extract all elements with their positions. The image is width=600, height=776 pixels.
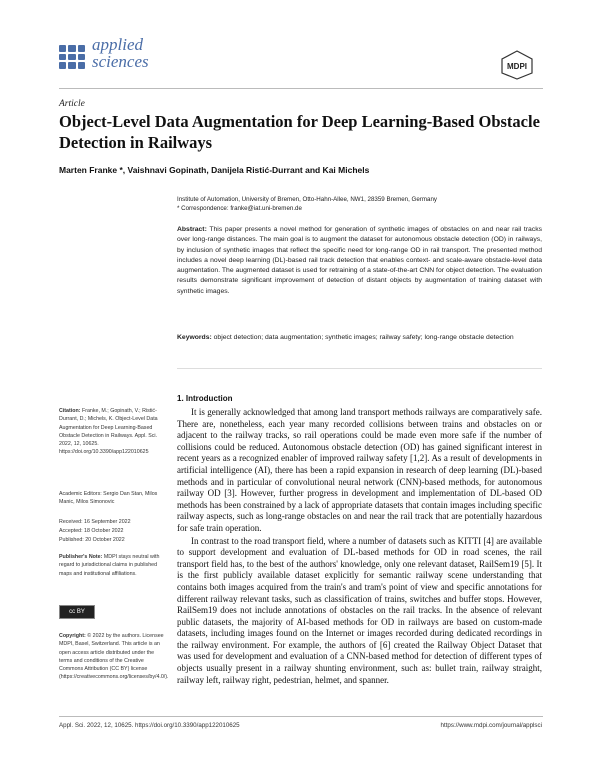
cc-by-license-badge[interactable] bbox=[59, 605, 95, 619]
publishers-note bbox=[59, 553, 167, 578]
date-received: Received: 16 September 2022 bbox=[59, 519, 131, 525]
date-published: Published: 20 October 2022 bbox=[59, 537, 125, 543]
body-text bbox=[177, 407, 542, 686]
journal-name-line2: sciences bbox=[92, 52, 149, 71]
footer-divider bbox=[59, 716, 543, 717]
author-list: Marten Franke *, Vaishnavi Gopinath, Danijela Ristić-Durrant and Kai Michels bbox=[59, 165, 370, 175]
cc-badge-label: cc BY bbox=[69, 609, 85, 615]
header-divider bbox=[59, 88, 543, 89]
publisher-name: MDPI bbox=[507, 62, 527, 71]
keywords bbox=[177, 333, 542, 343]
academic-editors: Academic Editors: Sergio Dan Stan, Milos Manic, Milos Simonovic bbox=[59, 491, 158, 506]
publishers-note-text: MDPI stays neutral with regard to jurisdictional claims in published maps and institutional affiliations. bbox=[59, 554, 160, 577]
paper-title: Object-Level Data Augmentation for Deep Learning-Based Obstacle Detection in Railways bbox=[59, 112, 540, 152]
journal-logo-icon bbox=[59, 45, 85, 69]
publishers-note-label: Publisher's Note: bbox=[59, 554, 103, 560]
copyright-label: Copyright: bbox=[59, 633, 86, 639]
footer-citation: Appl. Sci. 2022, 12, 10625. https://doi.org/10.3390/app122010625 bbox=[59, 722, 240, 729]
date-accepted: Accepted: 18 October 2022 bbox=[59, 528, 124, 534]
journal-name-line1: applied bbox=[92, 35, 143, 54]
keywords-text: object detection; data augmentation; synthetic images; railway safety; long-range obstacle detection bbox=[213, 334, 514, 341]
paragraph: It is generally acknowledged that among land transport methods railways are comparatively safe. There are, nonetheless, each year many recorded collisions between trains and obstacles on or adjacent to the railway tracks, so rail operations could be made even more safe if the number of collisions could be reduced. Autonomous obstacle detection (OD) has gained significant interest in recent years as a recognized enabler of improved railway safety [1,2]. As a result of developments in artificial intelligence (AI), there has been a rapid expansion in research of deep learning (DL)-based methods and in particular of convolutional neural network (CNN)-based methods, for autonomous railway OD [3]. However, further progress in development and implementation of DL-based OD methods has been constrained by a lack of appropriate datasets that contain images including specific railway aspects, such as long-range obstacles on and near the rail track that are potentially hazardous for safe train operation. bbox=[177, 407, 542, 533]
section-heading: 1. Introduction bbox=[177, 394, 233, 403]
abstract-label: Abstract: bbox=[177, 226, 207, 233]
journal-name bbox=[92, 36, 149, 70]
abstract bbox=[177, 225, 542, 297]
citation-text: Franke, M.; Gopinath, V.; Ristić-Durrant, D.; Michels, K. Object-Level Data Augmentation for Deep Learning-Based Obstacle Detection in Railways. Appl. Sci. 2022, 12, 10625. https://doi.org/10.3390/app122010625 bbox=[59, 408, 158, 456]
correspondence: * Correspondence: franke@iat.uni-bremen.de bbox=[177, 205, 302, 212]
citation-block bbox=[59, 407, 167, 457]
abstract-text: This paper presents a novel method for generation of synthetic images of obstacles on and near rail tracks over long-range distances. The main goal is to augment the dataset for autonomous obstacle detection (OD) in railways, by inclusion of synthetic images that reflect the specific need for long-range OD in rail transport. The presented method includes a novel deep learning (DL)-based rail track detection that enables context- and scale-aware obstacle-level data augmentation. The augmented dataset is used for retraining of a state-of-the-art CNN for object detection. The evaluation results demonstrate significant improvement of detection of distant objects by augmentation of training dataset with synthetic images. bbox=[177, 226, 542, 295]
keywords-label: Keywords: bbox=[177, 334, 212, 341]
abstract-divider bbox=[177, 368, 542, 369]
citation-label: Citation: bbox=[59, 408, 81, 414]
mdpi-logo-icon bbox=[499, 50, 535, 80]
paragraph: In contrast to the road transport field, where a number of datasets such as KITTI [4] are available to support development and evaluation of DL-based methods for OD in road scenes, the rail transport field has, to the best of the authors' knowledge, only one relevant dataset, RailSem19 [5]. It is the first publicly available dataset explicitly for semantic railway scene understanding that contains both images acquired from the train's and tram's point of view and specific annotations for different railway relevant tasks, such as classification of trains, switches and buffer stops. However, RailSem19 does not include annotations of obstacles on the rail tracks. In the absence of relevant public datasets, the majority of AI-based methods for OD in railways are based on custom-made datasets, including images found on the Internet or images recorded during dedicated recordings in the railway environment. For example, the authors of [6] created the Railway Object Dataset that was used for development and evaluation of a CNN-based method for detection of different types of objects usually present in a railway shunting environment, such as: bullet train, railway straight, railway left, railway right, pedestrian, helmet, and spanner. bbox=[177, 535, 542, 685]
article-type: Article bbox=[59, 99, 85, 109]
copyright-text: © 2022 by the authors. Licensee MDPI, Basel, Switzerland. This article is an open access article distributed under the terms and conditions of the Creative Commons Attribution (CC BY) license (https://creativecommons.org/licenses/by/4.0/). bbox=[59, 633, 169, 681]
copyright-block bbox=[59, 632, 167, 682]
footer-journal-url[interactable]: https://www.mdpi.com/journal/applsci bbox=[440, 722, 542, 729]
affiliation: Institute of Automation, University of Bremen, Otto-Hahn-Allee, NW1, 28359 Bremen, Germany bbox=[177, 196, 437, 203]
